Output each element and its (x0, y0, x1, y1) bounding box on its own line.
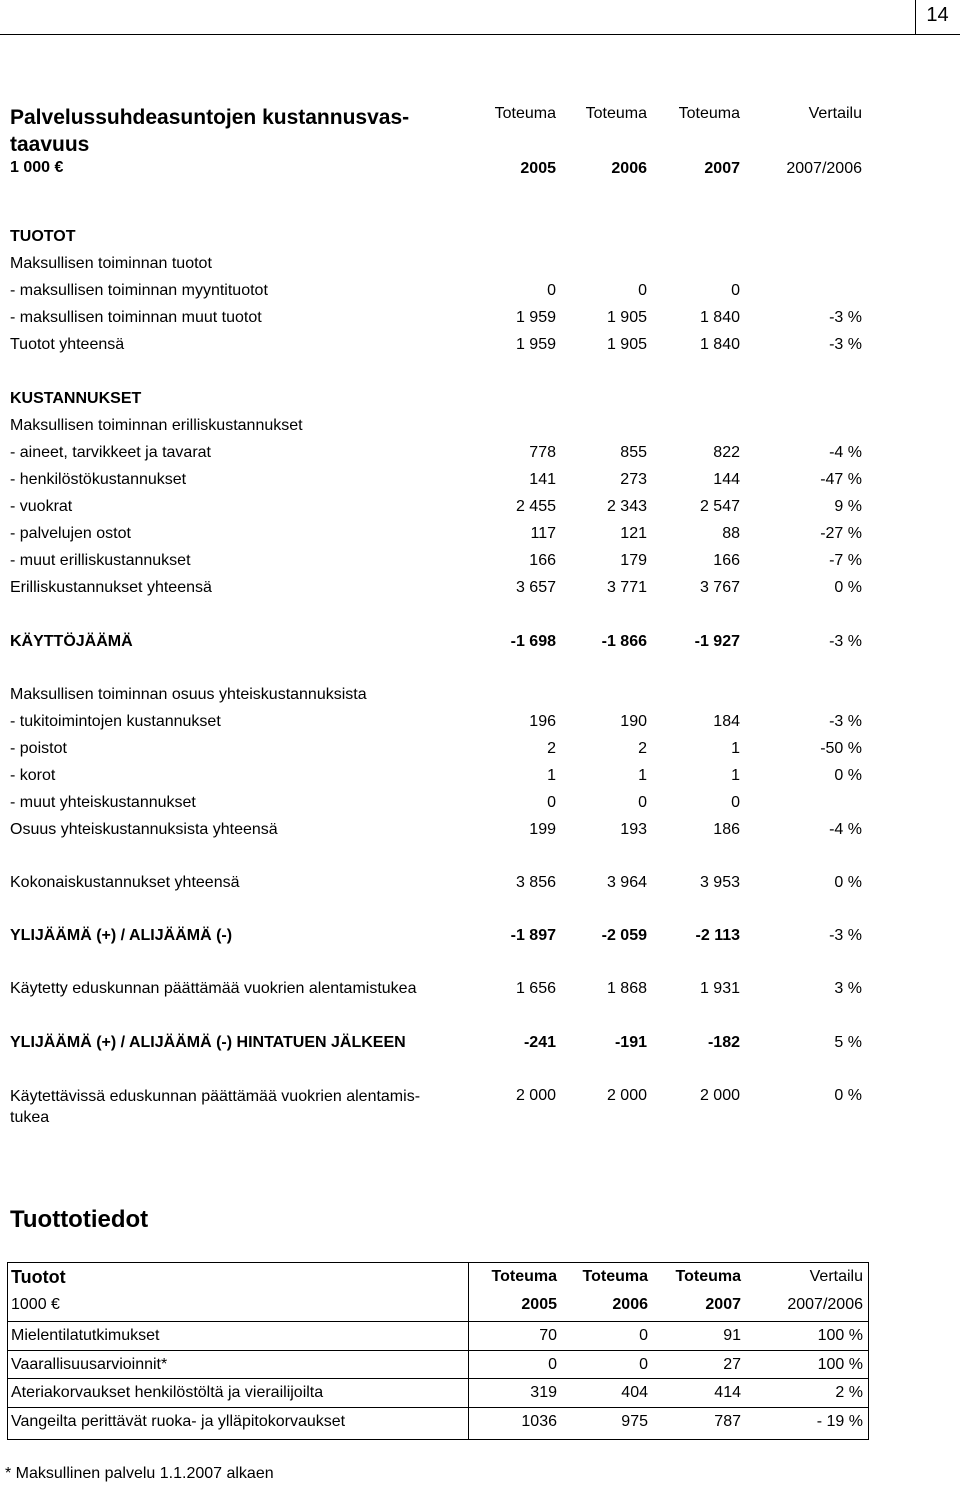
cell-value: 1 959 (515, 309, 556, 326)
row-label: KÄYTTÖJÄÄMÄ (10, 633, 133, 650)
row-label: - palvelujen ostot (10, 525, 131, 542)
cell-value: -3 % (829, 633, 862, 650)
revenue-row-label: Vaarallisuusarvioinnit* (11, 1355, 168, 1373)
table-row (0, 1086, 960, 1126)
page-header-bar (0, 0, 960, 35)
cell-value: 0 % (834, 1087, 862, 1104)
row-label: - maksullisen toiminnan myyntituotot (10, 282, 268, 299)
cell-value: 3 771 (606, 579, 647, 596)
cell-value: 144 (713, 471, 740, 488)
row-label: Tuotot yhteensä (10, 336, 125, 353)
row-label: Maksullisen toiminnan tuotot (10, 255, 212, 272)
cell-value: 190 (620, 713, 647, 730)
revenue-cell-value: 27 (723, 1355, 741, 1373)
row-label: - aineet, tarvikkeet ja tavarat (10, 444, 211, 461)
row-label: Kokonaiskustannukset yhteensä (10, 874, 240, 891)
cell-value: 5 % (834, 1034, 862, 1051)
cell-value: 1 840 (699, 336, 740, 353)
cell-value: -1 927 (694, 633, 740, 650)
row-label: - tukitoimintojen kustannukset (10, 713, 221, 730)
revenue-cell-value: 319 (530, 1384, 557, 1401)
table-row (0, 308, 960, 332)
col-header-top-compare: Vertailu (808, 105, 862, 122)
cell-value: -182 (707, 1034, 740, 1051)
cell-value: 0 (547, 282, 556, 299)
cell-value: 1 905 (606, 336, 647, 353)
cell-value: 3 657 (515, 579, 556, 596)
revenue-row-label: Vangeilta perittävät ruoka- ja ylläpitokorvaukset (11, 1412, 346, 1430)
cell-value: 166 (529, 552, 556, 569)
revenue-row (8, 1378, 868, 1407)
revenue-cell-value: 100 % (817, 1355, 863, 1373)
cell-value: 2 547 (699, 498, 740, 515)
cell-value: 2 000 (606, 1087, 647, 1104)
revenue-table-header-row (8, 1263, 868, 1291)
table-row (0, 335, 960, 359)
revenue-col-top-2006: Toteuma (582, 1268, 648, 1285)
cell-value: 0 (731, 282, 740, 299)
cell-value: -2 113 (695, 927, 740, 944)
cell-value: -191 (614, 1034, 647, 1051)
revenue-table (7, 1262, 869, 1440)
cell-value: -241 (523, 1034, 556, 1051)
cell-value: 1 (731, 767, 740, 784)
cell-value: 2 000 (699, 1087, 740, 1104)
page-number: 14 (926, 4, 949, 26)
revenue-cell-value: 91 (723, 1327, 741, 1344)
title-line-2: taavuus (10, 133, 90, 156)
cell-value: 1 656 (515, 980, 556, 997)
revenue-cell-value: 787 (714, 1412, 741, 1430)
table-row (0, 739, 960, 763)
cell-value: 186 (713, 821, 740, 838)
cell-value: 179 (620, 552, 647, 569)
row-label: - vuokrat (10, 498, 73, 515)
table-row (0, 632, 960, 656)
revenue-cell-value: 975 (621, 1412, 648, 1430)
cell-value: 3 964 (606, 874, 647, 891)
cell-value: 0 (638, 282, 647, 299)
cell-value: 3 953 (699, 874, 740, 891)
revenue-row (8, 1407, 868, 1436)
cell-value: 9 % (834, 498, 862, 515)
cell-value: -3 % (829, 927, 862, 944)
revenue-cell-value: 70 (539, 1327, 557, 1344)
cell-value: 822 (713, 444, 740, 461)
cell-value: 196 (529, 713, 556, 730)
revenue-cell-value: 0 (639, 1327, 648, 1344)
table-row (0, 820, 960, 844)
cell-value: 117 (530, 525, 556, 542)
table-row (0, 281, 960, 305)
revenue-cell-value: 0 (548, 1355, 557, 1373)
cell-value: -4 % (829, 444, 862, 461)
table-row (0, 470, 960, 494)
section-title: Tuottotiedot (10, 1206, 149, 1233)
revenue-header-label: Tuotot (11, 1267, 66, 1287)
cell-value: 1 (638, 767, 647, 784)
revenue-table-unit-row (8, 1291, 868, 1319)
unit-label: 1 000 € (10, 159, 64, 176)
revenue-cell-value: 0 (639, 1355, 648, 1373)
row-label-line-1: Käytettävissä eduskunnan päättämää vuokrien alentamis- (10, 1088, 421, 1105)
revenue-cell-value: 100 % (817, 1327, 863, 1344)
table-row (0, 551, 960, 575)
cell-value: 184 (713, 713, 740, 730)
revenue-cell-value: 404 (621, 1384, 648, 1401)
revenue-col-top-compare: Vertailu (809, 1268, 863, 1285)
cell-value: 121 (620, 525, 647, 542)
row-label: Käytetty eduskunnan päättämää vuokrien alentamistukea (10, 980, 417, 997)
cell-value: 0 (638, 794, 647, 811)
revenue-col-compare-period: 2007/2006 (787, 1296, 863, 1313)
revenue-cell-value: 2 % (835, 1384, 863, 1401)
table-row (0, 524, 960, 548)
cell-value: 1 (547, 767, 556, 784)
row-label: - korot (10, 767, 56, 784)
table-row (0, 793, 960, 817)
row-label: Maksullisen toiminnan osuus yhteiskustannuksista (10, 686, 367, 703)
cell-value: -4 % (829, 821, 862, 838)
revenue-row (8, 1350, 868, 1379)
col-header-top-2006: Toteuma (585, 105, 647, 122)
table-row (0, 443, 960, 467)
row-label: Erilliskustannukset yhteensä (10, 579, 212, 596)
revenue-col-top-2007: Toteuma (675, 1268, 741, 1285)
row-label (10, 1086, 420, 1128)
cell-value: -1 897 (510, 927, 556, 944)
revenue-cell-value: - 19 % (816, 1412, 863, 1430)
row-label: - muut yhteiskustannukset (10, 794, 196, 811)
cell-value: 0 (731, 794, 740, 811)
title-line-1: Palvelussuhdeasuntojen kustannusvas- (10, 106, 410, 129)
cell-value: -27 % (820, 525, 862, 542)
table-row (0, 416, 960, 440)
cell-value: 1 (731, 740, 740, 757)
row-label: - muut erilliskustannukset (10, 552, 191, 569)
cell-value: 2 (638, 740, 647, 757)
cell-value: 3 % (834, 980, 862, 997)
table-row (0, 578, 960, 602)
cell-value: 88 (722, 525, 740, 542)
cell-value: 2 (547, 740, 556, 757)
revenue-row-label: Ateriakorvaukset henkilöstöltä ja vierailijoilta (11, 1384, 324, 1401)
table-row (0, 766, 960, 790)
row-label: Maksullisen toiminnan erilliskustannukset (10, 417, 303, 434)
row-label: Osuus yhteiskustannuksista yhteensä (10, 821, 278, 838)
cell-value: -3 % (829, 336, 862, 353)
cell-value: 3 767 (699, 579, 740, 596)
row-label: KUSTANNUKSET (10, 390, 142, 407)
cell-value: -1 866 (601, 633, 647, 650)
cell-value: 0 % (834, 874, 862, 891)
cell-value: 778 (529, 444, 556, 461)
cell-value: 855 (620, 444, 647, 461)
revenue-unit-label: 1000 € (11, 1296, 60, 1313)
cell-value: 141 (529, 471, 556, 488)
cell-value: 1 840 (699, 309, 740, 326)
cell-value: 1 868 (606, 980, 647, 997)
cell-value: -2 059 (601, 927, 647, 944)
cell-value: 199 (529, 821, 556, 838)
cell-value: 2 000 (515, 1087, 556, 1104)
cell-value: 0 % (834, 767, 862, 784)
revenue-col-year-2007: 2007 (705, 1296, 741, 1313)
cell-value: 166 (713, 552, 740, 569)
cell-value: 3 856 (515, 874, 556, 891)
row-label: TUOTOT (10, 228, 76, 245)
revenue-col-year-2005: 2005 (521, 1296, 557, 1313)
cell-value: 193 (620, 821, 647, 838)
table-row (0, 389, 960, 413)
cell-value: 2 455 (515, 498, 556, 515)
table-row (0, 712, 960, 736)
col-header-top-2007: Toteuma (678, 105, 740, 122)
report-title (10, 104, 480, 158)
cell-value: -50 % (820, 740, 862, 757)
cell-value: -3 % (829, 713, 862, 730)
cell-value: 0 (547, 794, 556, 811)
table-row (0, 926, 960, 950)
cell-value: -47 % (820, 471, 862, 488)
revenue-row-label: Mielentilatutkimukset (11, 1327, 160, 1344)
col-header-top-2005: Toteuma (494, 105, 556, 122)
col-header-year-2005: 2005 (520, 160, 556, 177)
cell-value: 1 931 (699, 980, 740, 997)
cell-value: -3 % (829, 309, 862, 326)
row-label: - maksullisen toiminnan muut tuotot (10, 309, 262, 326)
cell-value: -1 698 (510, 633, 556, 650)
cell-value: 273 (620, 471, 647, 488)
table-row (0, 979, 960, 1003)
revenue-col-top-2005: Toteuma (491, 1268, 557, 1285)
revenue-row (8, 1321, 868, 1350)
cell-value: -7 % (829, 552, 862, 569)
footnote: * Maksullinen palvelu 1.1.2007 alkaen (5, 1465, 274, 1482)
col-header-year-2007: 2007 (704, 160, 740, 177)
table-row (0, 227, 960, 251)
row-label: YLIJÄÄMÄ (+) / ALIJÄÄMÄ (-) HINTATUEN JÄLKEEN (10, 1034, 406, 1051)
row-label: YLIJÄÄMÄ (+) / ALIJÄÄMÄ (-) (10, 927, 233, 944)
row-label-line-2: tukea (10, 1109, 50, 1126)
table-row (0, 685, 960, 709)
col-header-year-2006: 2006 (611, 160, 647, 177)
cell-value: 2 343 (606, 498, 647, 515)
row-label: - henkilöstökustannukset (10, 471, 187, 488)
cell-value: 1 905 (606, 309, 647, 326)
table-row (0, 254, 960, 278)
table-row (0, 497, 960, 521)
row-label: - poistot (10, 740, 67, 757)
cell-value: 0 % (834, 579, 862, 596)
col-header-compare-period: 2007/2006 (786, 160, 862, 177)
revenue-cell-value: 1036 (521, 1412, 557, 1430)
revenue-col-year-2006: 2006 (612, 1296, 648, 1313)
table-row (0, 1033, 960, 1057)
table-row (0, 873, 960, 897)
cell-value: 1 959 (515, 336, 556, 353)
revenue-cell-value: 414 (714, 1384, 741, 1401)
